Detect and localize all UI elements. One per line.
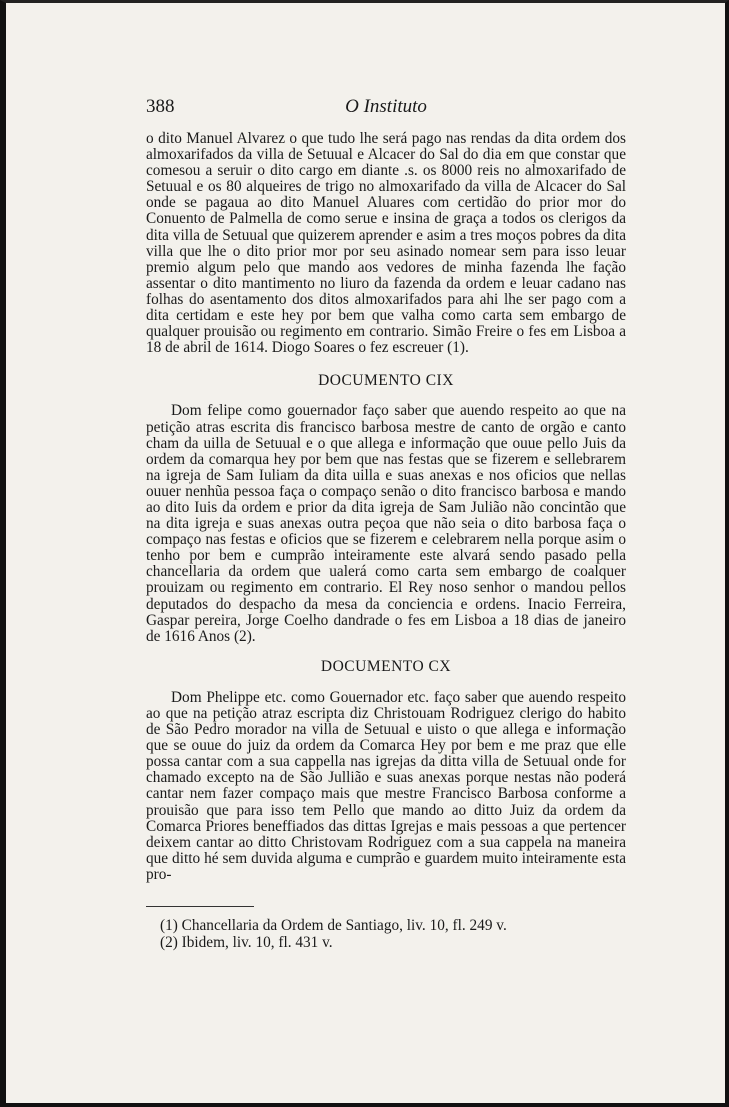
paragraph-documento-cx: Dom Phelippe etc. como Gouernador etc. faço saber que auendo respeito ao que na petição atraz escripta diz Christouam Rodriguez clerigo do habito de São Pedro morador na villa de Setuual e uisto o que allega e informação que se ouue do juiz da ordem da Comarca Hey por bem e me praz que elle possa cantar com a sua cappella nas igrejas da ditta villa de Setuual onde for chamado excepto na de São Jullião e suas anexas porque nestas não poderá cantar nem fazer compaço mais que mestre Francisco Barbosa conforme a prouisão que para isso tem Pello que mando ao ditto Juiz da ordem da Comarca Priores beneffiados das dittas Igrejas e mais pessoas a que pertencer deixem cantar ao ditto Christovam Rodriguez com a sua cappela na maneira que ditto hé sem duvida alguma e cumprão e guardem muito inteiramente esta pro- [146,688,626,883]
main-text [146,131,626,883]
journal-title: O Instituto [345,96,427,117]
heading-documento-cx: DOCUMENTO CX [320,657,452,675]
footnotes [160,917,620,951]
footnote-1: (1) Chancellaria da Ordem de Santiago, liv. 10, fl. 249 v. [160,917,507,934]
footnote-divider [146,906,254,907]
paragraph-intro: o dito Manuel Alvarez o que tudo lhe será pago nas rendas da dita ordem dos almoxarifados da villa de Setuual e Alcacer do Sal do dia em que constar que comesou a seruir o dito cargo em diante .s. os 8000 reis no almoxarifado de Setuual e os 80 alqueires de trigo no almoxarifado da villa de Alcacer do Sal onde se pagaua ao dito Manuel Aluares com certidão do prior mor do Conuento de Palmella de como serue e insina de graça a todos os clerigos da dita villa de Setuual que quizerem aprender e asim a tres moços pobres da dita villa que lhe o dito prior mor por seu asinado nomear sem para isso leuar premio algum pelo que mando aos vedores de minha fazenda lhe fação assentar o dito mantimento no liuro da fazenda da ordem e leuar cadano nas folhas do asentamento dos ditos almoxarifados para ahi lhe ser pago com a dita certidam e este hey por bem que valha como carta sem embargo de qualquer prouisão ou regimento em contrario. Simão Freire o fes em Lisboa a 18 de abril de 1614. Diogo Soares o fez escreuer (1). [146,130,626,357]
paragraph-documento-cix: Dom felipe como gouernador faço saber que auendo respeito ao que na petição atras escrita dis francisco barbosa mestre de canto de orgão e canto cham da uilla de Setuual e o que allega e informação que ouue pello Juis da ordem da comarqua hey por bem que nas festas que se fizerem e sellebrarem na igreja de Sam Iuliam da dita uilla e suas anexas e nos oficios que nellas ouuer nenhũa pessoa faça o compaço senão o dito francisco barbosa e mando ao dito Iuis da ordem e prior da dita igreja de Sam Julião não concintão que na dita igreja e suas anexas outra peçoa que não seia o dito barbosa faça o compaço nas festas e oficios que se fizerem e celebrarem nella porque asim o tenho por bem e cumprão inteiramente este alvará sendo pasado pella chancellaria da ordem que ualerá como carta sem embargo de coalquer prouizam ou regimento em contrario. El Rey noso senhor o mandou pellos deputados do despacho da mesa da conciencia e ordens. Inacio Ferreira, Gaspar pereira, Jorge Coelho dandrade o fes em Lisboa a 18 dias de janeiro de 1616 Anos (2). [146,402,626,645]
page-number: 388 [146,96,175,117]
heading-documento-cix: DOCUMENTO CIX [318,372,454,390]
running-head [146,96,626,120]
footnote-2: (2) Ibidem, liv. 10, fl. 431 v. [160,934,333,951]
